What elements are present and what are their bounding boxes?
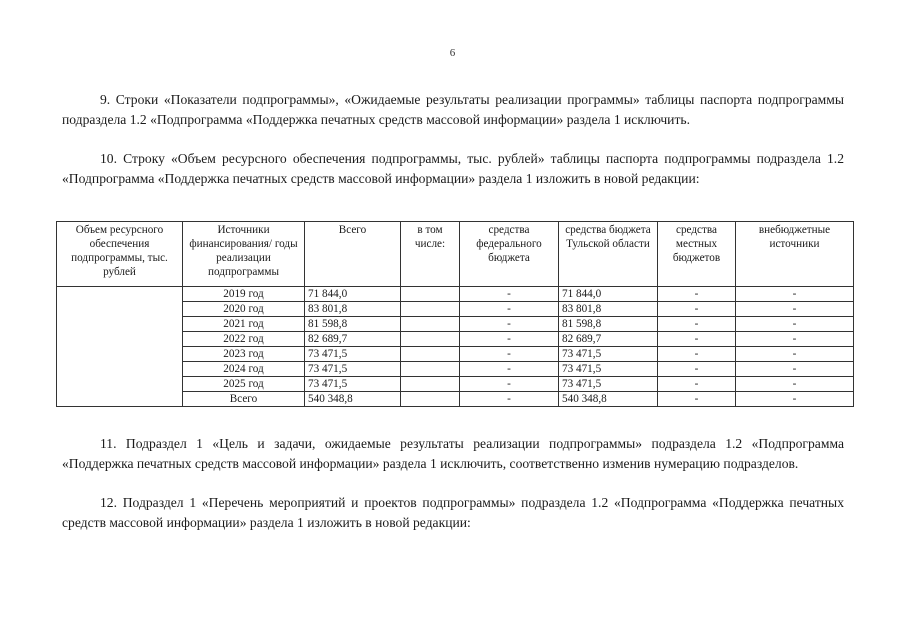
row-local: - [658,347,736,362]
table-body [57,287,854,407]
row-year: Всего [183,392,305,407]
row-regional: 83 801,8 [559,302,658,317]
row-extra: - [736,392,854,407]
row-total: 73 471,5 [305,347,401,362]
row-total: 73 471,5 [305,377,401,392]
row-local: - [658,362,736,377]
row-federal: - [460,317,559,332]
row-including [401,332,460,347]
header-extra: внебюджетные источники [736,222,854,287]
row-including [401,377,460,392]
paragraph-9: 9. Строки «Показатели подпрограммы», «Ожидаемые результаты реализации программы» таблицы паспорта подпрограммы подраздела 1.2 «Подпрограмма «Поддержка печатных средств массовой информации» раздела 1 исключить. [62,92,844,127]
row-federal: - [460,347,559,362]
row-including [401,347,460,362]
row-federal: - [460,332,559,347]
header-total: Всего [305,222,401,287]
row-local: - [658,332,736,347]
row-extra: - [736,332,854,347]
row-regional: 73 471,5 [559,347,658,362]
row-regional: 71 844,0 [559,287,658,302]
row-federal: - [460,377,559,392]
row-extra: - [736,302,854,317]
row-regional: 82 689,7 [559,332,658,347]
row-year: 2020 год [183,302,305,317]
row-total: 83 801,8 [305,302,401,317]
row-federal: - [460,287,559,302]
paragraph-10: 10. Строку «Объем ресурсного обеспечения подпрограммы, тыс. рублей» таблицы паспорта подпрограммы подраздела 1.2 «Подпрограмма «Поддержка печатных средств массовой информации» раздела 1 изложить в новой редакции: [62,151,844,186]
row-extra: - [736,287,854,302]
row-including [401,287,460,302]
row-including [401,317,460,332]
paragraph-12: 12. Подраздел 1 «Перечень мероприятий и проектов подпрограммы» подраздела 1.2 «Подпрограмма «Поддержка печатных средств массовой информации» раздела 1 изложить в новой редакции: [62,495,844,530]
row-total: 540 348,8 [305,392,401,407]
row-including [401,392,460,407]
row-local: - [658,317,736,332]
row-extra: - [736,377,854,392]
header-local: средства местных бюджетов [658,222,736,287]
header-sources: Источники финансирования/ годы реализации подпрограммы [183,222,305,287]
row-year: 2021 год [183,317,305,332]
row-year: 2022 год [183,332,305,347]
row-regional: 73 471,5 [559,377,658,392]
row-total: 81 598,8 [305,317,401,332]
funding-table [56,221,854,407]
page-number: 6 [449,47,456,59]
header-regional: средства бюджета Тульской области [559,222,658,287]
row-regional: 73 471,5 [559,362,658,377]
row-extra: - [736,347,854,362]
row-federal: - [460,302,559,317]
header-federal: средства федерального бюджета [460,222,559,287]
row-total: 82 689,7 [305,332,401,347]
row-year: 2019 год [183,287,305,302]
row-year: 2023 год [183,347,305,362]
row-local: - [658,377,736,392]
row-federal: - [460,392,559,407]
header-resource-volume: Объем ресурсного обеспечения подпрограммы, тыс. рублей [57,222,183,287]
row-local: - [658,392,736,407]
empty-cell [57,287,183,407]
row-regional: 81 598,8 [559,317,658,332]
row-regional: 540 348,8 [559,392,658,407]
row-local: - [658,302,736,317]
row-total: 73 471,5 [305,362,401,377]
header-including: в том числе: [401,222,460,287]
row-including [401,362,460,377]
row-total: 71 844,0 [305,287,401,302]
row-federal: - [460,362,559,377]
paragraph-11: 11. Подраздел 1 «Цель и задачи, ожидаемые результаты реализации подпрограммы» подраздела 1.2 «Подпрограмма «Поддержка печатных средств массовой информации» раздела 1 исключить, соответственно изменив нумерацию подразделов. [62,436,844,471]
row-local: - [658,287,736,302]
row-extra: - [736,362,854,377]
table-row [57,287,854,302]
row-extra: - [736,317,854,332]
row-including [401,302,460,317]
row-year: 2025 год [183,377,305,392]
table-header-row [57,222,854,287]
row-year: 2024 год [183,362,305,377]
